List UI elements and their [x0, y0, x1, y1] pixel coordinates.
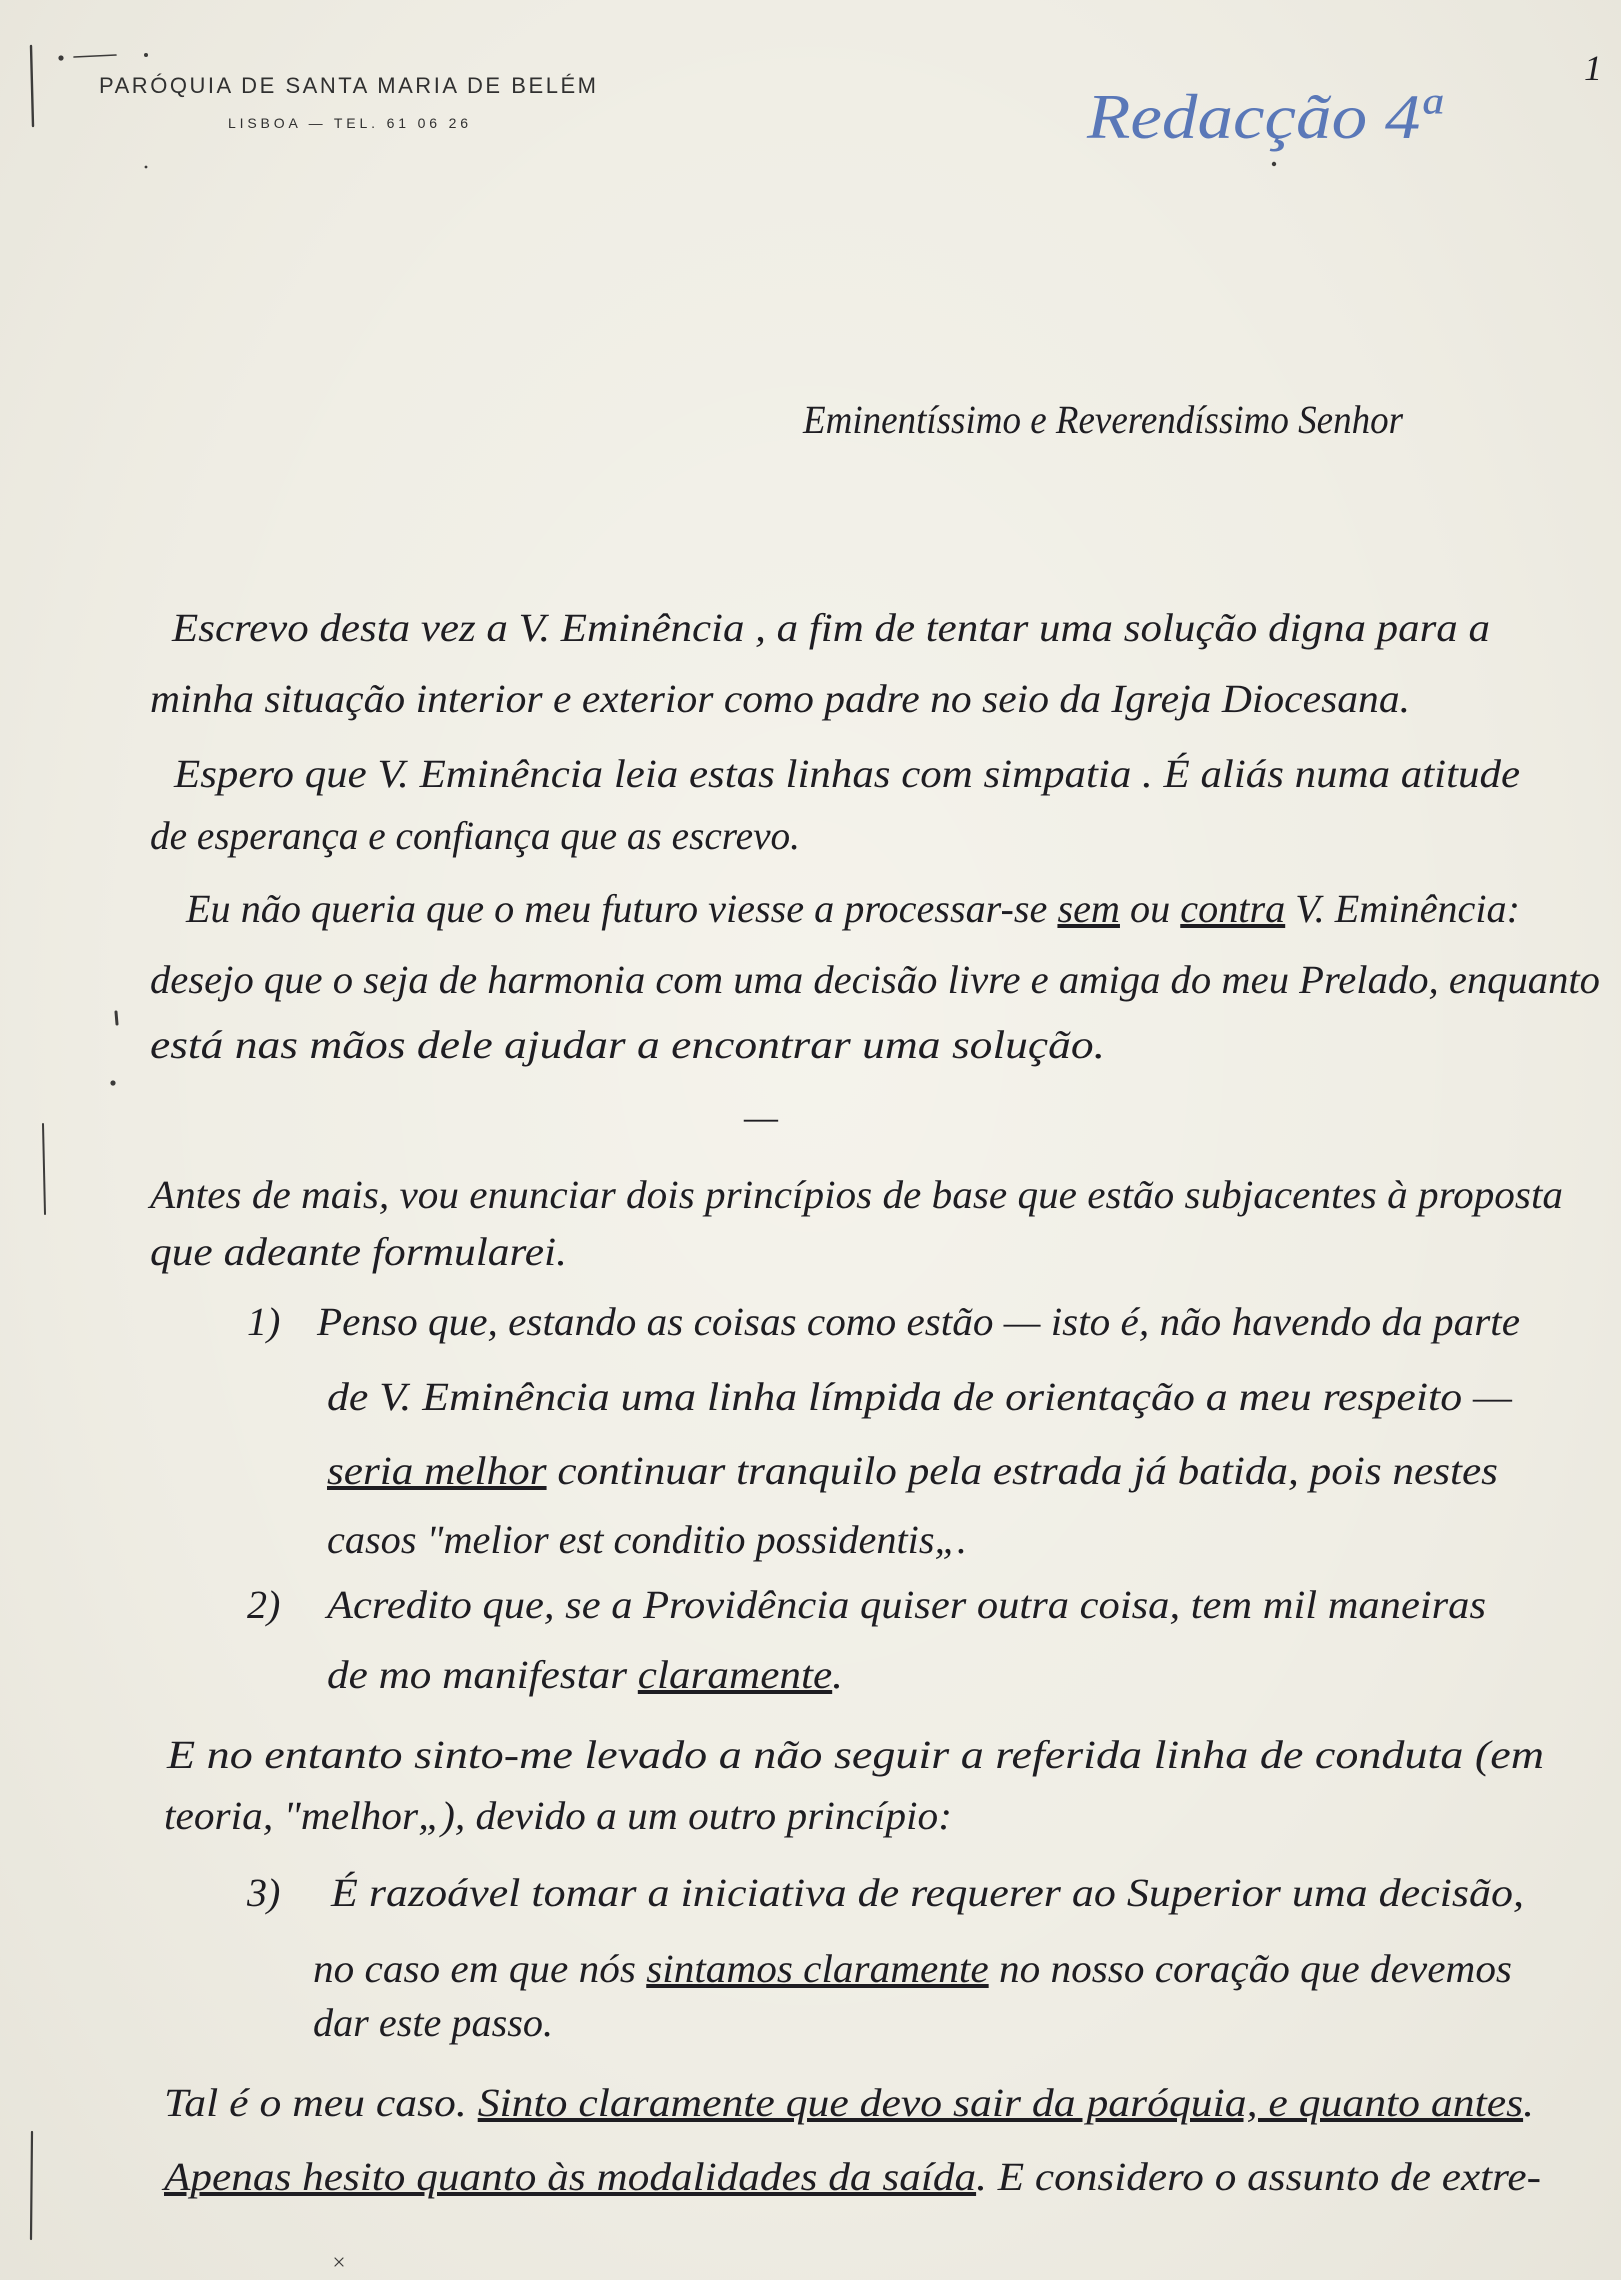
- ink-tick: [116, 1012, 117, 1024]
- letterhead-parish-name: PARÓQUIA DE SANTA MARIA DE BELÉM: [99, 73, 596, 98]
- line-segment: de mo manifestar: [327, 1652, 615, 1697]
- intro-line: desejo que o seja de harmonia com uma decisão livre e amiga do meu Prelado, enquanto: [150, 957, 1600, 1002]
- underlined-phrase: sem: [1057, 886, 1120, 931]
- conclusion-line: [164, 2080, 1534, 2125]
- page-number: 1: [1584, 48, 1602, 88]
- letterhead-address-phone: LISBOA — TEL. 61 06 26: [228, 115, 468, 131]
- principles-intro-line: que adeante formularei.: [150, 1229, 567, 1274]
- principle-3: [246, 1870, 1524, 2045]
- principle-line: Penso que, estando as coisas como estão — isto é, não havendo da parte: [315, 1299, 1520, 1344]
- line-segment: ou: [1119, 886, 1180, 931]
- ink-speck: [110, 1080, 115, 1085]
- line-segment: . E considero o assunto de extre-: [976, 2154, 1499, 2199]
- conclusion-line: [161, 2154, 1541, 2199]
- pencil-mark: [74, 55, 116, 57]
- underlined-phrase: Apenas hesito quanto às modalidades da saída: [164, 2154, 916, 2199]
- line-segment: Eu não queria que o meu futuro viesse a processar-se: [186, 886, 1054, 931]
- underlined-phrase: claramente: [637, 1652, 818, 1697]
- scan-artifacts: [31, 46, 1276, 2266]
- ink-speck: [1272, 162, 1276, 166]
- line-segment: Tal é o meu caso.: [164, 2080, 452, 2125]
- principle-1: [247, 1299, 1520, 1562]
- fold-mark: [43, 1124, 45, 1214]
- line-segment: continuar tranquilo pela estrada já batida, pois nestes: [546, 1448, 1428, 1493]
- intro-paragraph: [150, 605, 1600, 1067]
- principle-line: de V. Eminência uma linha límpida de orientação a meu respeito —: [327, 1374, 1513, 1419]
- principles-intro: [147, 1172, 1563, 1274]
- principle-line: [327, 1448, 1498, 1493]
- conclusion-paragraph: [161, 2080, 1541, 2199]
- salutation: Eminentíssimo e Reverendíssimo Senhor: [802, 397, 1404, 442]
- staple-mark: [31, 2132, 32, 2239]
- pencil-dot: [58, 55, 63, 60]
- intro-line: de esperança e confiança que as escrevo.: [150, 813, 800, 858]
- principle-line: É razoável tomar a iniciativa de requerer ao Superior uma decisão,: [329, 1870, 1524, 1915]
- intro-line: [185, 886, 1520, 931]
- line-segment: V. Eminência:: [1285, 886, 1519, 931]
- draft-annotation: Redacção 4ª: [1085, 81, 1444, 152]
- underlined-phrase: contra: [1180, 886, 1285, 931]
- underlined-phrase: Sinto claramente que devo sair da paróquia, e quanto antes: [477, 2080, 1436, 2125]
- underlined-phrase: seria melhor: [327, 1448, 531, 1493]
- line-segment: .: [832, 1652, 843, 1697]
- underlined-phrase: sintamos claramente: [646, 1946, 979, 1991]
- principle-line: dar este passo.: [313, 2000, 553, 2045]
- principle-line: casos "melior est conditio possidentis„.: [327, 1517, 967, 1562]
- intro-line: minha situação interior e exterior como padre no seio da Igreja Diocesana.: [150, 676, 1410, 721]
- transition-line: teoria, "melhor„), devido a um outro princípio:: [164, 1793, 952, 1838]
- line-segment: no nosso coração que devemos: [988, 1946, 1497, 1991]
- staple-mark: [31, 46, 33, 126]
- principle-number: 1): [247, 1299, 281, 1344]
- intro-line: está nas mãos dele ajudar a encontrar uma solução.: [150, 1022, 1105, 1067]
- ink-speck: [145, 166, 148, 169]
- principle-line: [327, 1652, 843, 1697]
- line-segment: .: [1523, 2080, 1534, 2125]
- section-separator: —: [743, 1094, 779, 1139]
- letter-body: [147, 397, 1600, 2199]
- principle-line: [313, 1946, 1512, 1991]
- principle-number: 2): [247, 1582, 281, 1627]
- letterhead: [99, 73, 596, 131]
- intro-line: Escrevo desta vez a V. Eminência , a fim de tentar uma solução digna para a: [170, 605, 1490, 650]
- principle-2: [247, 1582, 1486, 1697]
- line-segment: no caso em que nós: [313, 1946, 637, 1991]
- transition-line: E no entanto sinto-me levado a não seguir a referida linha de conduta (em: [165, 1732, 1545, 1777]
- principles-intro-line: Antes de mais, vou enunciar dois princípios de base que estão subjacentes à proposta: [146, 1172, 1563, 1217]
- transition-paragraph: [164, 1732, 1544, 1838]
- principle-number: 3): [247, 1870, 281, 1915]
- principle-line: Acredito que, se a Providência quiser outra coisa, tem mil maneiras: [323, 1582, 1487, 1627]
- ink-speck: [144, 53, 148, 57]
- intro-line: Espero que V. Eminência leia estas linhas com simpatia . É aliás numa atitude: [172, 751, 1521, 796]
